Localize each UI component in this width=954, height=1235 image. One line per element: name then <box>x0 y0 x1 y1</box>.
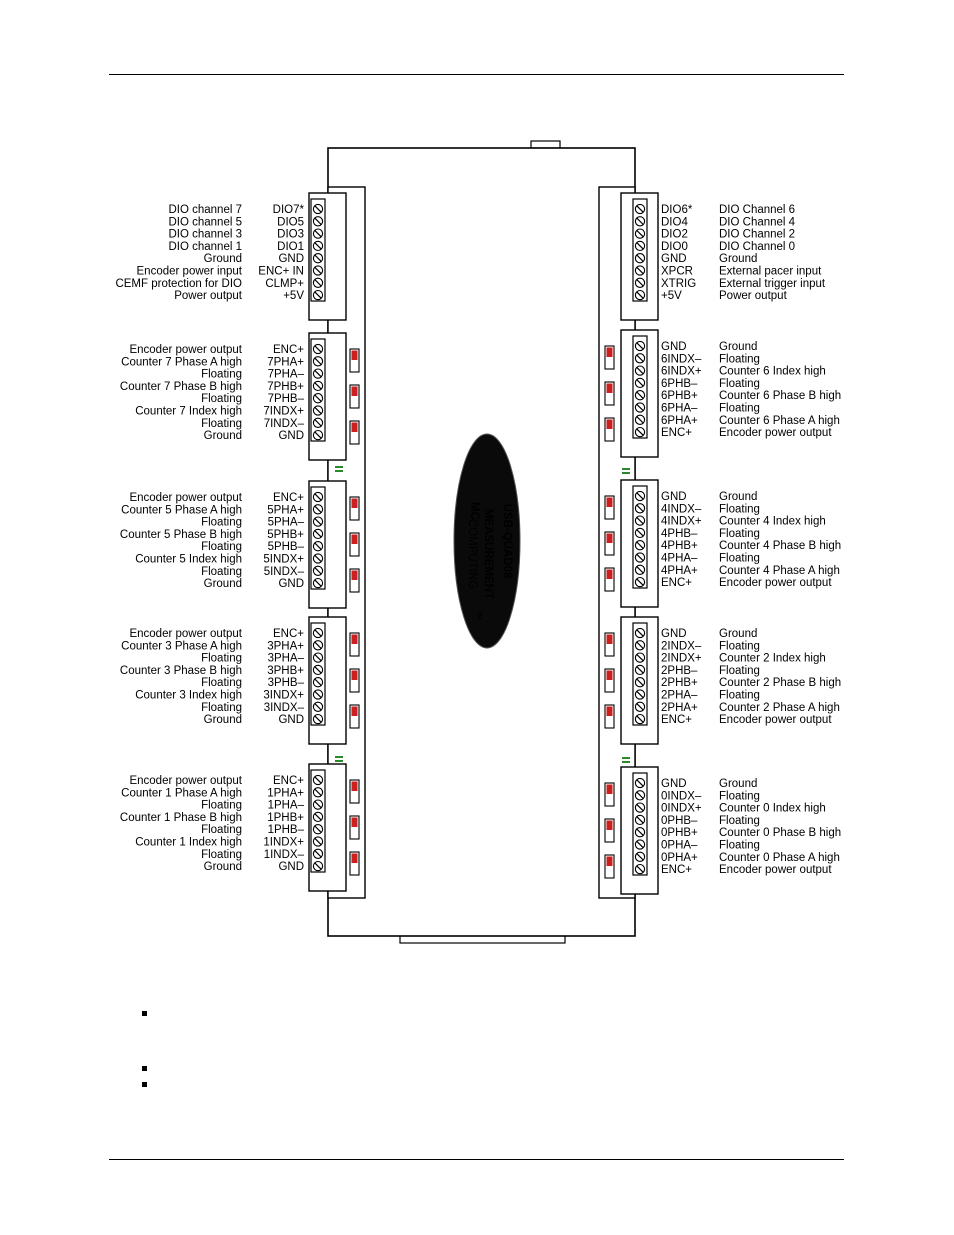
pin-name: 7PHA– <box>267 368 304 381</box>
dip-switch[interactable] <box>605 819 614 842</box>
screw-terminal-icon[interactable] <box>313 204 322 213</box>
screw-terminal-icon[interactable] <box>635 641 644 650</box>
screw-terminal-icon[interactable] <box>313 849 322 858</box>
screw-terminal-icon[interactable] <box>635 702 644 711</box>
pin-description: Encoder power output <box>719 864 832 877</box>
pin-description: Counter 3 Phase B high <box>119 664 242 677</box>
pin-name: DIO5 <box>277 216 304 229</box>
pin-description: Floating <box>201 701 242 714</box>
pin-name: 5PHA+ <box>267 504 304 517</box>
dip-switch[interactable] <box>605 418 614 441</box>
pin-description: Ground <box>719 341 758 353</box>
dip-switch[interactable] <box>350 780 359 803</box>
pin-description: Encoder power output <box>719 427 832 440</box>
dip-switch[interactable] <box>605 705 614 728</box>
screw-terminal-icon[interactable] <box>635 428 644 437</box>
screw-terminal-icon[interactable] <box>313 529 322 538</box>
pin-name: 1PHA+ <box>267 787 304 800</box>
pin-description: Ground <box>719 628 758 640</box>
pin-name: GND <box>661 253 687 266</box>
pin-name: DIO0 <box>661 240 688 253</box>
dip-switch[interactable] <box>350 816 359 839</box>
pin-name: GND <box>278 253 304 266</box>
right-connector-5 <box>605 767 841 894</box>
screw-terminal-icon[interactable] <box>635 678 644 687</box>
pin-description: Floating <box>719 664 760 677</box>
pin-description: Floating <box>719 377 760 390</box>
left-connector-2 <box>120 333 359 460</box>
screw-terminal-icon[interactable] <box>635 852 644 861</box>
pin-name: ENC+ <box>273 344 304 356</box>
pin-name: 2PHB+ <box>661 677 698 690</box>
pin-description: DIO channel 5 <box>168 216 242 229</box>
dip-switch[interactable] <box>350 421 359 444</box>
pin-description: Counter 2 Phase A high <box>719 701 840 714</box>
pin-description: DIO Channel 2 <box>719 228 796 241</box>
pin-description: Counter 4 Phase B high <box>719 540 842 553</box>
screw-terminal-icon[interactable] <box>313 579 322 588</box>
left-connector-4 <box>120 617 359 744</box>
pin-description: Ground <box>203 253 242 266</box>
screw-terminal-icon[interactable] <box>313 788 322 797</box>
pin-name: 1INDX– <box>263 848 304 861</box>
pin-description: Counter 6 Phase B high <box>719 390 842 403</box>
right-connector-4 <box>605 617 841 744</box>
pin-description: Floating <box>719 814 760 827</box>
screw-terminal-icon[interactable] <box>635 653 644 662</box>
pin-name: 7PHA+ <box>267 356 304 369</box>
pin-name: 3INDX– <box>263 701 304 714</box>
usb-tab <box>531 141 560 148</box>
screw-terminal-icon[interactable] <box>635 391 644 400</box>
screw-terminal-icon[interactable] <box>313 837 322 846</box>
pin-description: Counter 3 Phase A high <box>121 640 242 653</box>
pin-name: 5PHA– <box>267 516 304 529</box>
screw-terminal-icon[interactable] <box>635 229 644 238</box>
screw-terminal-icon[interactable] <box>635 378 644 387</box>
screw-terminal-icon[interactable] <box>635 241 644 250</box>
pin-description: DIO Channel 6 <box>719 204 796 216</box>
pin-name: 2PHA– <box>661 689 698 702</box>
pin-name: 4PHA+ <box>661 564 698 577</box>
pin-description: Counter 4 Index high <box>719 515 826 528</box>
pin-name: 0PHA– <box>661 839 698 852</box>
pin-name: 1PHB+ <box>267 811 304 824</box>
pin-name: 3PHB– <box>267 677 304 690</box>
pin-name: 5INDX+ <box>263 553 304 566</box>
pin-description: Counter 7 Phase A high <box>121 356 242 369</box>
screw-terminal-icon[interactable] <box>313 505 322 514</box>
pin-description: Floating <box>201 848 242 861</box>
pin-description: Counter 1 Phase B high <box>119 811 242 824</box>
pin-name: DIO7* <box>272 204 304 216</box>
pin-description: Floating <box>201 677 242 690</box>
right-connector-2 <box>605 330 841 457</box>
screw-terminal-icon[interactable] <box>313 665 322 674</box>
screw-terminal-icon[interactable] <box>635 578 644 587</box>
pin-name: 7PHB+ <box>267 380 304 393</box>
bullet-marker <box>142 1011 147 1016</box>
pin-name: 1PHB– <box>267 824 304 837</box>
pin-name: 4PHB– <box>661 527 698 540</box>
pin-description: Encoder power output <box>129 775 242 787</box>
screw-terminal-icon[interactable] <box>313 418 322 427</box>
pin-description: Counter 4 Phase A high <box>719 564 840 577</box>
screw-terminal-icon[interactable] <box>313 554 322 563</box>
mc-logo-icon: MC <box>468 502 480 520</box>
model-name: USB-QUAD08 <box>501 503 513 579</box>
pin-name: GND <box>278 430 304 443</box>
dip-switch[interactable] <box>350 633 359 656</box>
pin-name: 4INDX+ <box>661 515 702 528</box>
screw-terminal-icon[interactable] <box>313 517 322 526</box>
pin-description: Encoder power output <box>719 714 832 727</box>
screw-terminal-icon[interactable] <box>635 565 644 574</box>
pin-description: Counter 5 Index high <box>135 553 242 566</box>
pin-name: 1PHA– <box>267 799 304 812</box>
screw-terminal-icon[interactable] <box>635 491 644 500</box>
pin-description: DIO channel 3 <box>168 228 242 241</box>
pin-description: Counter 7 Phase B high <box>119 380 242 393</box>
pin-name: +5V <box>661 290 682 303</box>
pin-name: ENC+ <box>661 427 692 440</box>
pin-name: GND <box>661 491 687 503</box>
pin-description: Counter 1 Phase A high <box>121 787 242 800</box>
pin-name: 5PHB– <box>267 541 304 554</box>
screw-terminal-icon[interactable] <box>635 217 644 226</box>
screw-terminal-icon[interactable] <box>635 291 644 300</box>
pin-description: Counter 1 Index high <box>135 836 242 849</box>
screw-terminal-icon[interactable] <box>635 778 644 787</box>
pin-name: 1INDX+ <box>263 836 304 849</box>
screw-terminal-icon[interactable] <box>313 492 322 501</box>
dip-switch[interactable] <box>605 568 614 591</box>
pin-description: External pacer input <box>719 265 822 278</box>
pin-name: 5PHB+ <box>267 528 304 541</box>
pin-description: Floating <box>201 417 242 430</box>
pin-name: DIO4 <box>661 216 688 229</box>
dip-switch[interactable] <box>350 569 359 592</box>
screw-terminal-icon[interactable] <box>313 641 322 650</box>
screw-terminal-icon[interactable] <box>635 266 644 275</box>
pin-description: CEMF protection for DIO <box>115 277 242 290</box>
pin-description: DIO channel 1 <box>168 240 242 253</box>
pin-description: Ground <box>203 861 242 874</box>
pin-description: Ground <box>719 253 758 266</box>
pin-description: Encoder power output <box>129 344 242 356</box>
pin-description: Floating <box>719 353 760 366</box>
pin-description: Counter 0 Phase B high <box>719 827 842 840</box>
screw-terminal-icon[interactable] <box>635 665 644 674</box>
dip-switch[interactable] <box>605 382 614 405</box>
pin-description: Floating <box>719 640 760 653</box>
pin-name: GND <box>661 778 687 790</box>
pin-description: Floating <box>719 552 760 565</box>
pin-name: GND <box>278 861 304 874</box>
pin-description: Ground <box>203 578 242 591</box>
pin-description: Encoder power output <box>129 628 242 640</box>
pin-description: Power output <box>174 290 242 303</box>
pin-name: 7PHB– <box>267 393 304 406</box>
dip-switch[interactable] <box>350 852 359 875</box>
screw-terminal-icon[interactable] <box>635 791 644 800</box>
pin-name: 2PHB– <box>661 664 698 677</box>
screw-terminal-icon[interactable] <box>635 204 644 213</box>
pin-name: GND <box>661 341 687 353</box>
pin-description: Floating <box>201 393 242 406</box>
right-connector-3 <box>605 480 841 607</box>
pin-description: Floating <box>719 790 760 803</box>
pin-description: Counter 5 Phase B high <box>119 528 242 541</box>
pin-description: Ground <box>203 430 242 443</box>
pin-description: Counter 6 Phase A high <box>719 414 840 427</box>
left-connector-1 <box>115 193 346 320</box>
pin-name: 6PHA+ <box>661 414 698 427</box>
pin-name: +5V <box>283 290 304 303</box>
screw-terminal-icon[interactable] <box>635 516 644 525</box>
screw-terminal-icon[interactable] <box>313 241 322 250</box>
screw-terminal-icon[interactable] <box>313 406 322 415</box>
pin-description: Counter 3 Index high <box>135 689 242 702</box>
pin-description: DIO Channel 0 <box>719 240 796 253</box>
pin-name: 2INDX– <box>661 640 702 653</box>
screw-terminal-icon[interactable] <box>313 344 322 353</box>
screw-terminal-icon[interactable] <box>635 403 644 412</box>
pin-name: 4INDX– <box>661 503 702 516</box>
bullet-marker <box>142 1066 147 1071</box>
pin-name: 0INDX+ <box>661 802 702 815</box>
screw-terminal-icon[interactable] <box>313 800 322 809</box>
screw-terminal-icon[interactable] <box>635 504 644 513</box>
screw-terminal-icon[interactable] <box>313 278 322 287</box>
screw-terminal-icon[interactable] <box>313 266 322 275</box>
pin-name: 6INDX+ <box>661 365 702 378</box>
pin-name: 6PHB– <box>661 377 698 390</box>
pin-name: GND <box>661 628 687 640</box>
screw-terminal-icon[interactable] <box>635 366 644 375</box>
screw-terminal-icon[interactable] <box>635 628 644 637</box>
pin-description: Floating <box>719 839 760 852</box>
pin-name: CLMP+ <box>265 277 304 290</box>
pin-description: Floating <box>201 824 242 837</box>
dip-switch[interactable] <box>350 705 359 728</box>
pin-description: Floating <box>201 516 242 529</box>
screw-terminal-icon[interactable] <box>313 381 322 390</box>
screw-terminal-icon[interactable] <box>313 825 322 834</box>
screw-terminal-icon[interactable] <box>313 229 322 238</box>
screw-terminal-icon[interactable] <box>313 862 322 871</box>
pin-description: Ground <box>203 714 242 727</box>
pin-name: 5INDX– <box>263 565 304 578</box>
pin-description: External trigger input <box>719 277 826 290</box>
screw-terminal-icon[interactable] <box>635 553 644 562</box>
pin-description: DIO channel 7 <box>168 204 242 216</box>
pin-name: DIO1 <box>277 240 304 253</box>
pin-name: 4PHA– <box>661 552 698 565</box>
dip-switch[interactable] <box>605 669 614 692</box>
screw-terminal-icon[interactable] <box>313 431 322 440</box>
pin-description: Floating <box>201 565 242 578</box>
screw-terminal-icon[interactable] <box>635 865 644 874</box>
pin-name: ENC+ <box>661 864 692 877</box>
dip-switch[interactable] <box>350 533 359 556</box>
screw-terminal-icon[interactable] <box>313 369 322 378</box>
screw-terminal-icon[interactable] <box>313 217 322 226</box>
screw-terminal-icon[interactable] <box>313 775 322 784</box>
brand-line-2: COMPUTING <box>466 518 478 590</box>
left-connector-3 <box>120 481 359 608</box>
pin-name: ENC+ <box>273 775 304 787</box>
pin-name: 0INDX– <box>661 790 702 803</box>
dip-switch[interactable] <box>605 532 614 555</box>
pin-description: Counter 5 Phase A high <box>121 504 242 517</box>
pin-description: Ground <box>719 778 758 790</box>
pin-name: 6PHB+ <box>661 390 698 403</box>
brand-line-1: MEASUREMENT <box>482 508 494 600</box>
screw-terminal-icon[interactable] <box>313 357 322 366</box>
pin-name: 2INDX+ <box>661 652 702 665</box>
pin-description: Encoder power output <box>719 577 832 590</box>
screw-terminal-icon[interactable] <box>635 541 644 550</box>
pin-description: Counter 6 Index high <box>719 365 826 378</box>
screw-terminal-icon[interactable] <box>635 690 644 699</box>
dip-switch[interactable] <box>605 346 614 369</box>
pin-name: 3PHB+ <box>267 664 304 677</box>
pin-description: Floating <box>201 799 242 812</box>
screw-terminal-icon[interactable] <box>635 828 644 837</box>
brand-logo <box>454 434 520 648</box>
pin-name: 7INDX– <box>263 417 304 430</box>
pin-name: XPCR <box>661 265 693 278</box>
pin-description: Floating <box>719 527 760 540</box>
dip-switch[interactable] <box>605 855 614 878</box>
screw-terminal-icon[interactable] <box>635 341 644 350</box>
pin-description: Floating <box>201 368 242 381</box>
screw-terminal-icon[interactable] <box>313 690 322 699</box>
pin-name: 4PHB+ <box>661 540 698 553</box>
dip-switch[interactable] <box>605 496 614 519</box>
screw-terminal-icon[interactable] <box>635 528 644 537</box>
screw-terminal-icon[interactable] <box>313 812 322 821</box>
pin-description: Floating <box>719 402 760 415</box>
dip-switch[interactable] <box>350 385 359 408</box>
pin-name: ENC+ <box>661 577 692 590</box>
pin-description: Encoder power output <box>129 492 242 504</box>
pin-description: Power output <box>719 290 787 303</box>
pin-name: XTRIG <box>661 277 697 290</box>
pin-name: DIO3 <box>277 228 304 241</box>
pin-name: 0PHA+ <box>661 851 698 864</box>
pin-name: 3PHA– <box>267 652 304 665</box>
pin-name: ENC+ <box>273 628 304 640</box>
pin-name: ENC+ <box>661 714 692 727</box>
pin-description: Counter 7 Index high <box>135 405 242 418</box>
pin-name: 6PHA– <box>661 402 698 415</box>
screw-terminal-icon[interactable] <box>313 678 322 687</box>
screw-terminal-icon[interactable] <box>635 715 644 724</box>
left-connector-5 <box>120 764 359 891</box>
pin-name: 3INDX+ <box>263 689 304 702</box>
screw-terminal-icon[interactable] <box>635 803 644 812</box>
pin-description: Encoder power input <box>136 265 242 278</box>
pin-name: 0PHB– <box>661 814 698 827</box>
screw-terminal-icon[interactable] <box>313 291 322 300</box>
screw-terminal-icon[interactable] <box>635 278 644 287</box>
dip-switch[interactable] <box>605 783 614 806</box>
pin-name: 0PHB+ <box>661 827 698 840</box>
pin-name: 7INDX+ <box>263 405 304 418</box>
screw-terminal-icon[interactable] <box>635 815 644 824</box>
pin-description: Counter 0 Phase A high <box>719 851 840 864</box>
pin-name: 6INDX– <box>661 353 702 366</box>
pin-name: DIO2 <box>661 228 688 241</box>
pin-name: ENC+ <box>273 492 304 504</box>
pin-description: DIO Channel 4 <box>719 216 796 229</box>
pin-name: GND <box>278 714 304 727</box>
dip-switch[interactable] <box>350 497 359 520</box>
screw-terminal-icon[interactable] <box>635 354 644 363</box>
screw-terminal-icon[interactable] <box>635 415 644 424</box>
pin-name: ENC+ IN <box>258 265 304 278</box>
pin-name: 3PHA+ <box>267 640 304 653</box>
pin-description: Floating <box>719 689 760 702</box>
dip-switch[interactable] <box>350 349 359 372</box>
pin-name: DIO6* <box>661 204 693 216</box>
pin-description: Counter 2 Index high <box>719 652 826 665</box>
screw-terminal-icon[interactable] <box>313 566 322 575</box>
pin-name: 2PHA+ <box>661 701 698 714</box>
dip-switch[interactable] <box>350 669 359 692</box>
bullet-marker <box>142 1082 147 1087</box>
pin-description: Floating <box>201 652 242 665</box>
pin-description: Ground <box>719 491 758 503</box>
screw-terminal-icon[interactable] <box>635 254 644 263</box>
trademark-mark: ™ <box>471 609 483 621</box>
pin-description: Counter 2 Phase B high <box>719 677 842 690</box>
screw-terminal-icon[interactable] <box>313 653 322 662</box>
screw-terminal-icon[interactable] <box>313 394 322 403</box>
screw-terminal-icon[interactable] <box>313 254 322 263</box>
screw-terminal-icon[interactable] <box>635 840 644 849</box>
pin-description: Floating <box>201 541 242 554</box>
screw-terminal-icon[interactable] <box>313 702 322 711</box>
pin-description: Counter 0 Index high <box>719 802 826 815</box>
pin-description: Floating <box>719 503 760 516</box>
right-connector-1 <box>621 193 826 320</box>
dip-switch[interactable] <box>605 633 614 656</box>
pin-name: GND <box>278 578 304 591</box>
screw-terminal-icon[interactable] <box>313 628 322 637</box>
screw-terminal-icon[interactable] <box>313 542 322 551</box>
screw-terminal-icon[interactable] <box>313 715 322 724</box>
